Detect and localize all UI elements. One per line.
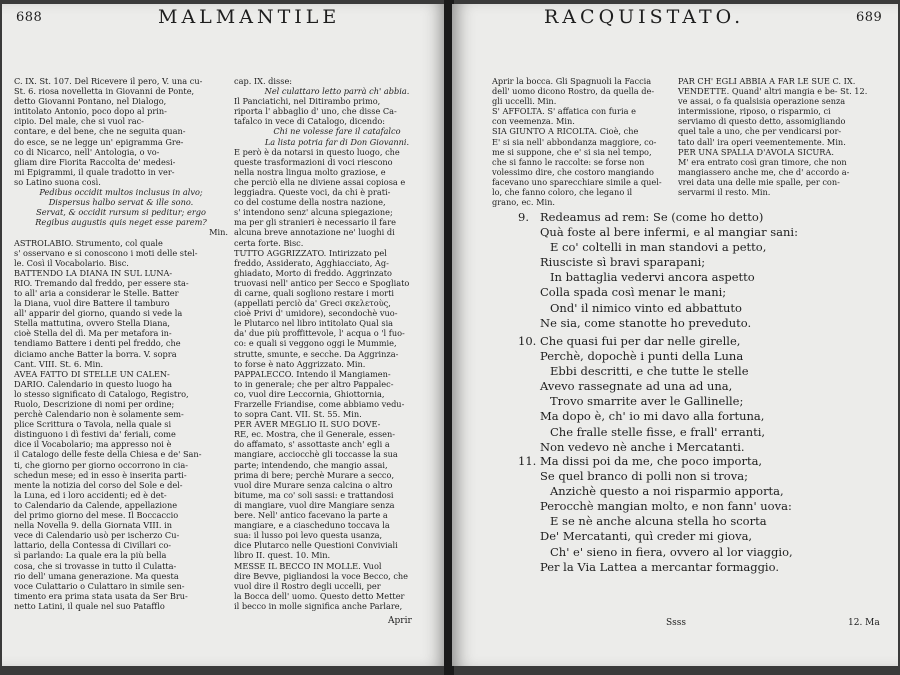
verse-line: Perchè, dopochè i punti della Luna <box>540 349 744 364</box>
commentary-line: ASTROLABIO. Strumento, col quale <box>14 237 163 248</box>
commentary-line: Stella mattutina, ovvero Stella Diana, <box>14 318 170 329</box>
commentary-line: gliam dire Fiorita Raccolta de' medesi- <box>14 156 176 167</box>
commentary-line: strutte, smunte, e secche. Da Aggrinza- <box>234 348 399 359</box>
stanza-11 <box>518 454 892 575</box>
commentary-line: le Plutarco nel libro intitolato Qual sia <box>234 318 394 329</box>
commentary-line: dice Plutarco nelle Questioni Conviviali <box>234 540 398 551</box>
commentary-line: Chi ne volesse fare il catafalco <box>273 126 401 137</box>
commentary-line: Cant. VIII. St. 6. Min. <box>14 358 104 369</box>
stanza-number: 11. <box>518 454 537 468</box>
verse-line: De' Mercatanti, quì creder mi giova, <box>540 529 753 544</box>
commentary-line: Il Panciatichi, nel Ditirambo primo, <box>234 96 381 107</box>
left-page-number: 688 <box>16 10 43 25</box>
commentary-line: PER AVER MEGLIO IL SUO DOVE- <box>234 419 381 430</box>
commentary-line: intitolato Antonio, poco dopo al prin- <box>14 106 167 117</box>
stanza-10 <box>518 334 892 455</box>
right-page <box>452 4 898 666</box>
commentary-line: tato dall' ira operi veementemente. Min. <box>678 136 846 147</box>
commentary-line: sì parlando: La quale era la più bella <box>14 550 167 561</box>
commentary-line: Pedibus occidit multos inclusus in alvo; <box>39 187 203 198</box>
commentary-line: bere. Nell' antico facevano la parte a <box>234 510 388 521</box>
verse-line: Ch' e' sieno in fiera, ovvero al lor viaggio, <box>550 544 793 559</box>
verse-line: Avevo rassegnate ad una ad una, <box>540 379 733 394</box>
left-commentary-column-1 <box>14 76 228 611</box>
commentary-line: certa forte. Bisc. <box>234 237 304 248</box>
stanza-number: 10. <box>518 334 537 348</box>
verse-line: Trovo smarrite aver le Gallinelle; <box>550 394 744 409</box>
commentary-line: cosa, che si trovasse in tutto il Culatta- <box>14 560 177 571</box>
commentary-line: distinguono i dì festivi da' feriali, come <box>14 429 176 440</box>
commentary-line: do affamato, s' assottaste anch' egli a <box>234 439 390 450</box>
commentary-line: cap. IX. disse: <box>234 76 293 86</box>
commentary-line: sua: il lusso poi levo questa usanza, <box>234 530 383 541</box>
verse-line: Ebbi descritti, e che tutte le stelle <box>550 364 749 379</box>
commentary-line: AVEA FATTO DI STELLE UN CALEN- <box>14 368 170 379</box>
commentary-line: to in generale; che per altro Pappalec- <box>234 378 394 389</box>
commentary-line: s' intendono senz' alcuna spiegazione; <box>234 207 393 218</box>
commentary-line: so Latino suona così. <box>14 176 101 187</box>
verse-line: Ma dopo è, ch' io mi davo alla fortuna, <box>540 409 765 424</box>
verse-line: Riusciste sì bravi sparapani; <box>540 255 706 270</box>
commentary-line: contare, e del bene, che ne seguita quan- <box>14 126 186 137</box>
commentary-line: di mangiare, vuol dire Mangiare senza <box>234 499 395 510</box>
commentary-line: il Catalogo delle feste della Chiesa e de' San- <box>14 449 202 460</box>
commentary-line: timento era prima stata usata da Ser Bru- <box>14 590 188 601</box>
commentary-line: ma per gli stranieri è necessario il fare <box>234 217 396 228</box>
commentary-line: bitume, ma co' soli sassi: e trattandosi <box>234 489 394 500</box>
commentary-line: RE, ec. Mostra, che il Generale, essen- <box>234 429 396 440</box>
commentary-line: tafalco in vece di Catalogo, dicendo: <box>234 116 386 127</box>
right-running-head: RACQUISTATO. <box>544 6 745 28</box>
commentary-line: (appellati perciò da' Greci σκελετοὺς, <box>234 298 391 309</box>
commentary-line: mi Epigrammi, il quale tradotto in ver- <box>14 166 175 177</box>
commentary-line: diciamo anche Batter la borra. V. sopra <box>14 348 177 359</box>
commentary-line: dell' uomo dicono Rostro, da quella de- <box>492 86 655 97</box>
commentary-line: truovasi nell' antico per Secco e Spogliato <box>234 277 410 288</box>
commentary-line: lo, che fanno coloro, che legano il <box>492 187 633 198</box>
commentary-line: mangiare, e a ciascheduno toccava la <box>234 520 390 531</box>
left-commentary-column-2 <box>234 76 440 611</box>
commentary-line: S' AFFOLTA. S' affatica con furia e <box>492 106 636 117</box>
commentary-line: libro II. quest. 10. Min. <box>234 550 331 561</box>
commentary-line: MESSE IL BECCO IN MOLLE. Vuol <box>234 560 382 571</box>
verse-line: Non vedevo nè anche i Mercatanti. <box>540 439 745 454</box>
right-commentary-column-1 <box>492 76 688 207</box>
commentary-line: mangiare, acciocchè gli toccasse la sua <box>234 449 398 460</box>
verse-line: Che fralle stelle fisse, e frall' erranti, <box>550 424 766 439</box>
commentary-line: mangiassero anche me, che d' accordo a- <box>678 166 850 177</box>
commentary-line: vece di Calendario usò per ischerzo Cu- <box>14 530 180 541</box>
commentary-line: con veemenza. Min. <box>492 116 575 127</box>
commentary-line: cioè Privi d' umidore), secondochè vuo- <box>234 308 398 319</box>
stanza-number: 9. <box>518 210 529 224</box>
commentary-line: do esce, se ne legge un' epigramma Gre- <box>14 136 184 147</box>
commentary-line: E però è da notarsi in questo luogo, che <box>234 146 400 157</box>
commentary-line: BATTENDO LA DIANA IN SUL LUNA- <box>14 267 173 278</box>
commentary-line: PAR CH' EGLI ABBIA A FAR LE SUE C. IX. <box>678 76 856 86</box>
commentary-line: parte; intendendo, che mangio assai, <box>234 459 388 470</box>
left-page <box>2 4 446 666</box>
verse-line: Colla spada così menar le mani; <box>540 285 727 300</box>
commentary-line: Regibus augustis quis neget esse parem? <box>35 217 207 228</box>
verse-line: Anzichè questo a noi risparmio apporta, <box>550 484 784 499</box>
right-catchword: 12. Ma <box>848 618 880 628</box>
commentary-line: dice il Vocabolario; ma appresso noi è <box>14 439 172 450</box>
left-running-head: MALMANTILE <box>158 6 341 28</box>
verse-line: Redeamus ad rem: Se (come ho detto) <box>540 210 764 224</box>
commentary-line: prima di bere; perchè Murare a secco, <box>234 469 395 480</box>
commentary-line: nella nostra lingua molto graziose, e <box>234 166 386 177</box>
verse-line: In battaglia vedervi ancora aspetto <box>550 270 755 285</box>
commentary-line: intermissione, riposo, o risparmio, ci <box>678 106 831 117</box>
commentary-line: ghiadato, Morto di freddo. Aggrinzato <box>234 267 392 278</box>
commentary-line: voce Culattario o Culattaro in simile sen- <box>14 580 185 591</box>
commentary-line: nella Novella 9. della Giornata VIII. in <box>14 520 172 531</box>
commentary-line: dire Bevve, pigliandosi la voce Becco, che <box>234 570 409 581</box>
verse-line: Che quasi fui per dar nelle girelle, <box>540 334 741 348</box>
commentary-line: Frarzelle Friandise, come abbiamo vedu- <box>234 399 405 409</box>
commentary-line: me si suppone, che e' si sia nel tempo, <box>492 146 652 157</box>
verse-line: Ond' il nimico vinto ed abbattuto <box>550 300 742 315</box>
commentary-line: Min. <box>209 227 228 238</box>
commentary-line: La lista potria far di Don Giovanni. <box>264 136 410 147</box>
commentary-line: to sopra Cant. VII. St. 55. Min. <box>234 409 362 420</box>
commentary-line: plice Scrittura o Tavola, nella quale si <box>14 419 172 430</box>
commentary-line: TUTTO AGGRIZZATO. Intirizzato pel <box>234 247 387 258</box>
verse-line: Per la Via Lattea a mercantar formaggio. <box>540 559 779 574</box>
commentary-line: RIO. Tremando dal freddo, per essere sta- <box>14 277 189 288</box>
commentary-line: perchè Calendario non è solamente sem- <box>14 409 184 420</box>
commentary-line: co di Nicarco, nell' Antologia, o vo- <box>14 146 160 157</box>
commentary-line: PAPPALECCO. Intendo il Mangiamen- <box>234 368 391 379</box>
commentary-line: mente la notizia del corso del Sole e del- <box>14 479 183 490</box>
commentary-line: che perciò ella ne diviene assai copiosa e <box>234 176 406 187</box>
commentary-line: St. 6. riosa novelletta in Giovanni de Ponte, <box>14 86 195 97</box>
commentary-line: lattario, della Contessa di Civillari co- <box>14 540 172 551</box>
commentary-line: cioè Stella del dì. Ma per metafora in- <box>14 328 172 339</box>
commentary-line: to Calendario da Calende, appellazione <box>14 499 178 510</box>
commentary-line: tendiamo Battere i denti pel freddo, che <box>14 338 181 349</box>
commentary-line: servarmi il resto. Min. <box>678 187 771 198</box>
commentary-line: E' si sia nell' abbondanza maggiore, co- <box>492 136 657 147</box>
commentary-line: Ruolo, Descrizione di nomi per ordine; <box>14 399 175 409</box>
commentary-line: lo stesso significato di Catalogo, Registro, <box>14 388 189 399</box>
commentary-line: gli uccelli. Min. <box>492 96 557 107</box>
commentary-line: DARIO. Calendario in questo luogo ha <box>14 378 173 389</box>
commentary-line: volessimo dire, che costoro mangiando <box>492 166 654 177</box>
commentary-line: netto Latini, il quale nel suo Patafflo <box>14 600 165 611</box>
commentary-line: le. Così il Vocabolario. Bisc. <box>14 257 129 268</box>
commentary-line: la Diana, vuol dire Battere il tamburo <box>14 298 170 309</box>
commentary-line: SIA GIUNTO A RICOLTA. Cioè, che <box>492 126 639 137</box>
commentary-line: freddo, Assiderato, Agghiacciato, Ag- <box>234 257 389 268</box>
commentary-line: del primo giorno del mese. Il Boccaccio <box>14 510 179 521</box>
left-catchword: Aprir <box>388 616 412 626</box>
commentary-line: schedun mese; ed in esso è inserita parti- <box>14 469 187 480</box>
commentary-line: ti, che giorno per giorno occorrono in cia- <box>14 459 188 470</box>
commentary-line: vuol dire Murare senza calcina o altro <box>234 479 393 490</box>
commentary-line: queste trasformazioni di voci riescono <box>234 156 393 167</box>
commentary-line: vuol dire il Rostro degli uccelli, per <box>234 580 381 591</box>
commentary-line: cipio. Del male, che si vuol rac- <box>14 116 144 127</box>
commentary-line: PER UNA SPALLA D'AVOLA SICURA. <box>678 146 834 157</box>
commentary-line: facevano uno sparecchiare simile a quel- <box>492 176 662 187</box>
commentary-line: all' apparir del giorno, quando si vede la <box>14 308 183 319</box>
stanza-9 <box>518 210 892 331</box>
verse-line: Quà foste al bere infermi, e al mangiar sani: <box>540 225 798 240</box>
commentary-line: la Bocca dell' uomo. Questo detto Metter <box>234 590 405 601</box>
commentary-line: quel tale a uno, che per vendicarsi por- <box>678 126 842 137</box>
commentary-line: to forse è nato Aggrizzato. Min. <box>234 358 366 369</box>
right-commentary-column-2 <box>678 76 890 197</box>
commentary-line: co del costume della nostra nazione, <box>234 197 386 208</box>
commentary-line: Servat, & occidit rursum si peditur; ergo <box>36 207 206 218</box>
verse-line: E se nè anche alcuna stella ho scorta <box>550 514 767 529</box>
commentary-line: leggiadra. Queste voci, da chi è prati- <box>234 187 391 198</box>
signature-mark: Ssss <box>666 618 687 628</box>
commentary-line: Aprir la bocca. Gli Spagnuoli la Faccia <box>492 76 652 86</box>
commentary-line: alcuna breve annotazione ne' luoghi di <box>234 227 395 238</box>
commentary-line: da' due più proffittevole, l' acqua o 'l fuo- <box>234 328 405 339</box>
commentary-line: serviamo di questo detto, assomigliando <box>678 116 846 127</box>
commentary-line: la Luna, ed i loro accidenti; ed è det- <box>14 489 167 500</box>
verse-line: Se quel branco di polli non si trova; <box>540 469 748 484</box>
commentary-line: di carne, quali sogliono restare i morti <box>234 287 394 298</box>
commentary-line: grano, ec. Min. <box>492 197 555 208</box>
commentary-line: co: e quali si veggono oggi le Mummie, <box>234 338 397 349</box>
commentary-line: riporta l' abbaglio d' uno, che disse Ca- <box>234 106 397 117</box>
verse-line: E co' coltelli in man standovi a petto, <box>550 240 767 255</box>
commentary-line: ve assai, o fa qualsisia operazione senza <box>678 96 846 107</box>
commentary-line: M' era entrato così gran timore, che non <box>678 156 847 167</box>
commentary-line: co, vuol dire Leccornia, Ghiottornia, <box>234 388 385 399</box>
commentary-line: rio dell' umana generazione. Ma questa <box>14 570 179 581</box>
commentary-line: Nel culattaro letto parrà ch' abbia. <box>264 86 410 97</box>
verse-line: Perocchè mangian molto, e non fann' uova: <box>540 499 792 514</box>
right-page-number: 689 <box>856 10 883 25</box>
commentary-line: vrei data una delle mie spalle, per con- <box>678 176 840 187</box>
commentary-line: Dispersus halbo servat & ille sono. <box>48 197 194 208</box>
commentary-line: C. IX. St. 107. Del Ricevere il pero, V. una cu- <box>14 76 203 86</box>
commentary-line: che si fanno le raccolte: se forse non <box>492 156 645 167</box>
commentary-line: s' osservano e si conoscono i moti delle stel- <box>14 247 198 258</box>
commentary-line: detto Giovanni Pontano, nel Dialogo, <box>14 96 167 107</box>
commentary-line: il becco in molle significa anche Parlare, <box>234 600 403 611</box>
verse-line: Ne sia, come stanotte ho preveduto. <box>540 315 752 330</box>
commentary-line: to all' aria a considerar le Stelle. Batter <box>14 287 179 298</box>
commentary-line: VENDETTE. Quand' altri mangia e be- St. 12. <box>678 86 868 97</box>
verse-line: Ma dissi poi da me, che poco importa, <box>540 454 763 468</box>
